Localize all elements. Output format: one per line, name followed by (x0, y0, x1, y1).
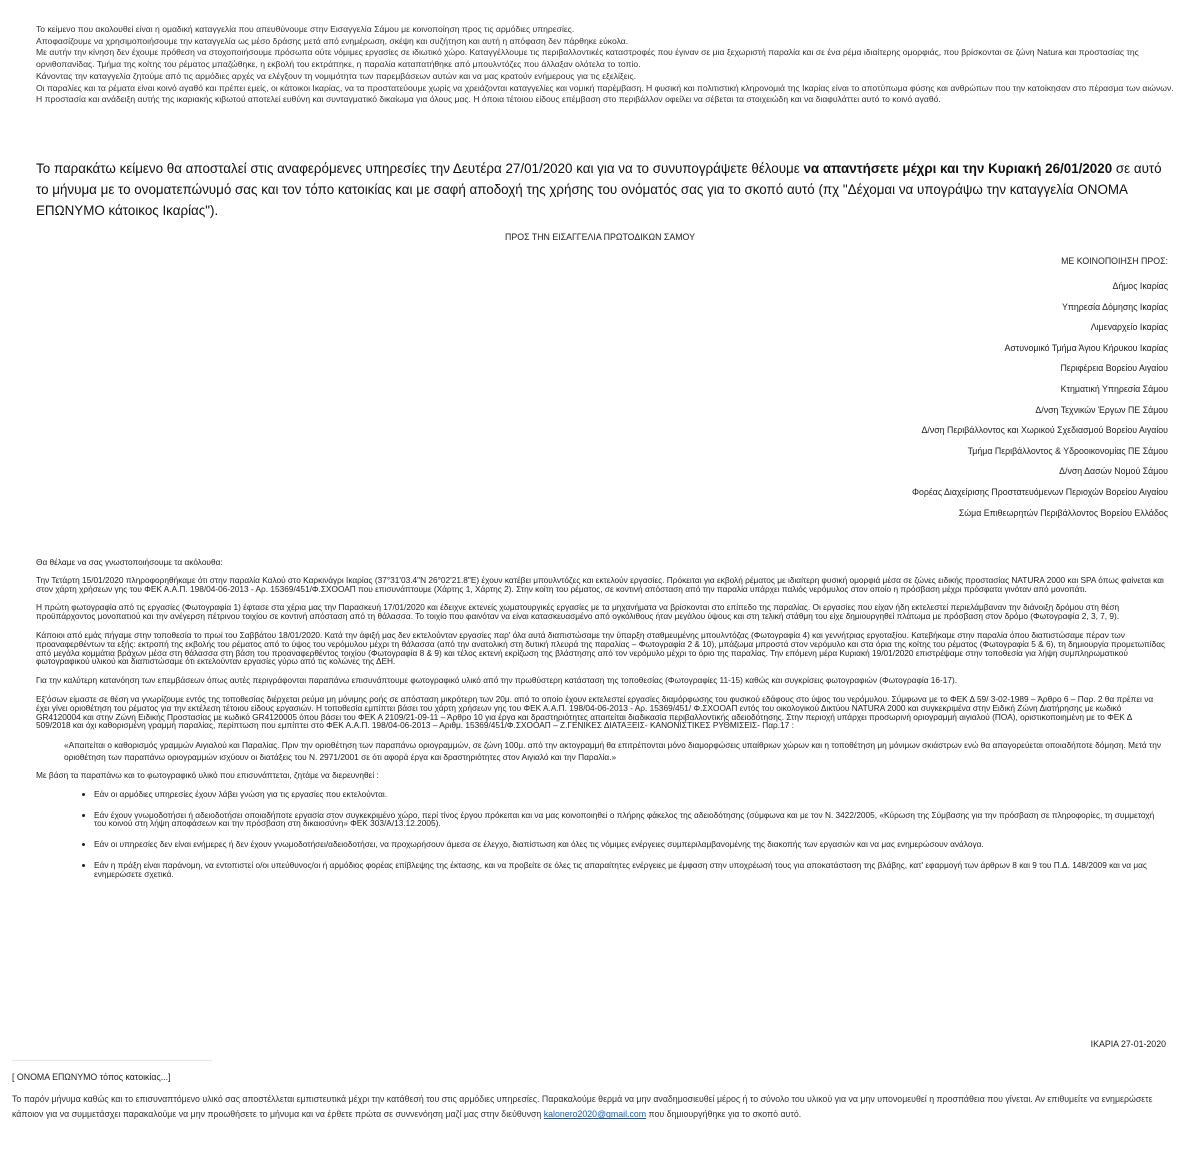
recipient-item: Δ/νση Περιβάλλοντος και Χωρικού Σχεδιασμού Βορείου Αιγαίου (921, 425, 1168, 436)
intro-section (36, 24, 1176, 106)
legal-quote: «Απαιτείται ο καθορισμός γραμμών Αιγιαλού και Παραλίας. Πριν την οριοθέτηση των παραπάνω οριογραμμών, σε ζώνη 100μ. από την ακτογραμμή θα επιτρέπονται μόνο διαμορφώσεις υπαίθριων χώρων και η τοποθέτηση μη μόνιμων σκιάστρων ενώ θα απαγορεύεται οποιαδήποτε δόμηση. Μετά την οριοθέτηση των παραπάνω οριογραμμών ισχύουν οι διατάξεις του Ν. 2971/2001 σε ότι αφορά έργα και δραστηριότητες στον Αιγιαλό και την Παραλία.» (64, 740, 1162, 762)
request-intro: Με βάση τα παραπάνω και το φωτογραφικό υλικό που επισυνάπτεται, ζητάμε να διερευνηθεί : (36, 769, 379, 780)
recipient-item: Φορέας Διαχείρισης Προστατευόμενων Περιοχών Βορείου Αιγαίου (911, 486, 1168, 497)
request-list (36, 790, 1168, 879)
letter-greeting: Θα θέλαμε να σας γνωστοποιήσουμε τα ακόλουθα: (36, 557, 223, 567)
letter-paragraph-2: Η πρώτη φωτογραφία από τις εργασίες (Φωτογραφία 1) έφτασε στα χέρια μας την Παρασκευή 17/01/2020 και έδειχνε εκτενείς χωματουργικές εργασίες με τα μηχανήματα να βρίσκονται στο επίπεδο της παραλίας. Οι εργασίες που είχαν ήδη εκτελεστεί περιελάμβαναν την διάνοιξη δρόμου στη θέση προϋπάρχοντος μονοπατιού και την ανέγερση πέτρινου τοιχίου σε κοντινή απόσταση από τη θάλασσα. Το τοιχίο που φαινόταν να είναι κατασκευασμένο από ογκόλιθους ήταν μεγάλου ύψους και στη τελική στάθμη του είχε δημιουργηθεί πλάτωμα με πρόσβαση στον δρόμο (Φωτογραφία 2, 3, 7, 9). (36, 602, 1120, 622)
addressee-heading: ΠΡΟΣ ΤΗΝ ΕΙΣΑΓΓΕΛΙΑ ΠΡΩΤΟΔΙΚΩΝ ΣΑΜΟΥ (505, 232, 695, 242)
request-item: • Εάν έχουν γνωμοδοτήσει ή αδειοδοτήσει οποιαδήποτε εργασία στον συγκεκριμένο χώρο, περί τίνος έργου πρόκειται και να μας κοινοποιηθεί ο πλήρης φάκελος της αδειοδότησης (σύμφωνα και με τον Ν. 3422/2005, «Κύρωση της Σύμβασης για την πρόσβαση σε πληροφορίες, τη συμμετοχή του κοινού στη λήψη αποφάσεων και την πρόσβαση στη δικαιοσύνη» ΦΕΚ 303/Α/13.12.2005). (94, 811, 1168, 829)
recipient-item: Υπηρεσία Δόμησης Ικαρίας (1061, 301, 1168, 312)
footer-text-after: που δημιουργήθηκε για το σκοπό αυτό. (646, 1109, 802, 1120)
notice-text-2: σε αυτό το μήνυμα με το ονοματεπώνυμό σας και τον τόπο κατοικίας και με σαφή αποδοχή της χρήσης του ονόματός σας για το σκοπό αυτό (πχ "Δέχομαι να υπογράψω την καταγγελία ΟΝΟΜΑ ΕΠΩΝΥΜΟ κάτοικος Ικαρίας"). (36, 161, 1162, 218)
cc-recipients-list (912, 276, 1168, 523)
signature-request-notice (36, 158, 1171, 221)
cc-heading: ΜΕ ΚΟΙΝΟΠΟΙΗΣΗ ΠΡΟΣ: (1061, 256, 1168, 266)
contact-email-link[interactable]: kalonero2020@gmail.com (543, 1109, 647, 1120)
complaint-letter-body (36, 558, 1168, 891)
intro-paragraph-5: Οι παραλίες και τα ρέματα είναι κοινό αγαθό και πρέπει εμείς, οι κάτοικοι Ικαρίας, να τα προστατεύουμε χωρίς να χρειάζονται καταγγελίες και νομική παρέμβαση. Η φυσική και πολιτιστική κληρονομιά της Ικαρίας είναι το αποτύπωμα φύσης και ανθρώπων που την κατοίκησαν στο πέρασμα των αιώνων. Η προστασία και ανάδειξη αυτής της ικαριακής κιβωτού αποτελεί ευθύνη και συνταγματικό δικαίωμα για όλους μας. Η όποια τέτοιου είδους επέμβαση στο περιβάλλον οφείλει να σέβεται τα στοιχειώδη και να διαφυλάττει αυτό το κοινό αγαθό. (36, 82, 1174, 105)
notice-deadline: να απαντήσετε μέχρι και την Κυριακή 26/01/2020 (803, 161, 1113, 176)
request-item: • Εάν οι αρμόδιες υπηρεσίες έχουν λάβει γνώση για τις εργασίες που εκτελούνται. (94, 790, 1168, 799)
recipient-item: Κτηματική Υπηρεσία Σάμου (1060, 383, 1168, 394)
letter-paragraph-3: Κάποιοι από εμάς πήγαμε στην τοποθεσία το πρωί του Σαββάτου 18/01/2020. Κατά την άφιξή μας δεν εκτελούνταν εργασίες παρ' όλα αυτά διαπιστώσαμε την ύπαρξη σταθμευμένης μπουλντόζας (Φωτογραφία 4) και γεννήτριας εργοταξίου. Κατεβήκαμε στην παραλία όπου διαπιστώσαμε πέραν των προαναφερθέντων τα εξής: εκτροπή της εκβολής του ρέματος από το ύψος του νερόμυλου μέχρι τη θάλασσα (από την ανατολική στη δυτική πλευρά της παραλίας – Φωτογραφία 2 & 10), μπάζωμα μπροστά στον νερόμυλο και στα όρια της κοίτης του ρέματος (Φωτογραφία 5 & 6), τη δημιουργία προμετωπίδας από μεγάλα κομμάτια βράχων μέσα στη θάλασσα στη βάση του προαναφερθέντος τοιχίου (Φωτογραφία 8 & 9) και τέλος εκτενή εκρίζωση της βλάστησης από τον νερόμυλο μέχρι το όριο της παραλίας. Την επόμενη μέρα Κυριακή 19/01/2020 επιστρέψαμε στην τοποθεσία για λήψη συμπληρωματικού φωτογραφικού υλικού και διαπιστώσαμε ότι εκτελούνταν εργασίες γύρω από τις κολώνες της ΔΕΗ. (36, 629, 1166, 667)
recipient-item: Τμήμα Περιβάλλοντος & Υδροοικονομίας ΠΕ Σάμου (967, 445, 1168, 456)
divider (12, 1060, 212, 1061)
recipient-item: Σώμα Επιθεωρητών Περιβάλλοντος Βορείου Ελλάδος (958, 507, 1168, 518)
intro-paragraph-3: Με αυτήν την κίνηση δεν έχουμε πρόθεση να στοχοποιήσουμε πρόσωπα ούτε νόμιμες εργασίες σε ιδιωτικό χώρο. Καταγγέλλουμε τις περιβαλλοντικές καταστροφές που έγιναν σε μια ξεχωριστή παραλία και σε ένα ρέμα ιδιαίτερης ομορφιάς, που βρίσκονται σε ζώνη Natura και προστασίας της ορνιθοπανίδας. Τμήμα της κοίτης του ρέματος μπαζώθηκε, η εκβολή του εκτράπηκε, η παραλία καταπατήθηκε από μπουλντόζες που άλλαξαν ολότελα το τοπίο. (36, 47, 1139, 70)
request-item: • Εάν η πράξη είναι παράνομη, να εντοπιστεί ο/οι υπεύθυνος/οι ή αρμόδιος φορέας επίβλεψης της έκτασης, και να προβείτε σε όλες τις απαραίτητες ενέργειες με έμφαση στην υποχρέωσή τους για αποκατάσταση της βλάβης, κατ' εφαρμογή των άρθρων 8 και 9 του Π.Δ. 148/2009 και να μας ενημερώσετε σχετικά. (94, 861, 1168, 879)
confidentiality-footer (12, 1092, 1184, 1123)
signature-placeholder: [ ΟΝΟΜΑ ΕΠΩΝΥΜΟ τόπος κατοικίας...] (12, 1072, 171, 1082)
recipient-item: Αστυνομικό Τμήμα Άγιου Κήρυκου Ικαρίας (1004, 342, 1168, 353)
place-date: ΙΚΑΡΙΑ 27-01-2020 (1090, 1039, 1166, 1049)
footer-text-before: Το παρόν μήνυμα καθώς και το επισυναπτόμενο υλικό σας αποστέλλεται εμπιστευτικά μέχρι την κατάθεσή του στις αρμόδιες υπηρεσίες. Παρακαλούμε θερμά να μην αναδημοσιευθεί μέρος ή το σύνολο του υλικού για να μην υπονομευθεί η προσπάθεια που γίνεται. Αν επιθυμείτε να ενημερώσετε κάποιον για να συμμετάσχει παρακαλούμε να μην προωθήσετε το μήνυμα και να έρθετε πρώτα σε συννενόηση μαζί μας στην διεύθυνση (12, 1094, 1153, 1120)
recipient-item: Δ/νση Δασών Νομού Σάμου (1059, 466, 1168, 477)
letter-paragraph-4: Για την καλύτερη κατανόηση των επεμβάσεων όπως αυτές περιγράφονται παραπάνω επισυνάπτουμε φωτογραφικό υλικό από την πρωθύστερη κατάσταση της τοποθεσίας (Φωτογραφίες 11-15) καθώς και συγκρίσεις φωτογραφιών (Φωτογραφία 16-17). (36, 675, 958, 686)
request-item: • Εάν οι υπηρεσίες δεν είναι ενήμερες ή δεν έχουν γνωμοδοτήσει/αδειοδοτήσει, να προχωρήσουν άμεσα σε έλεγχο, διαπίστωση και όλες τις νόμιμες ενέργειες συμπεριλαμβανομένης της διακοπής των εργασιών και να μας ενημερώσουν ανάλογα. (94, 840, 1168, 849)
intro-paragraph-2: Αποφασίζουμε να χρησιμοποιήσουμε την καταγγελία ως μέσο δράσης μετά από ενημέρωση, σκέψη και συζήτηση και αυτή η απόφαση δεν πάρθηκε εύκολα. (36, 35, 629, 46)
recipient-item: Δ/νση Τεχνικών Έργων ΠΕ Σάμου (1035, 404, 1168, 415)
notice-text-1: Το παρακάτω κείμενο θα αποσταλεί στις αναφερόμενες υπηρεσίες την Δευτέρα 27/01/2020 και για να το συνυπογράψετε θέλουμε (36, 161, 804, 176)
recipient-item: Περιφέρεια Βορείου Αιγαίου (1060, 363, 1168, 374)
intro-paragraph-4: Κάνοντας την καταγγελία ζητούμε από τις αρμόδιες αρχές να ελέγξουν τη νομιμότητα των παρεμβάσεων αυτών και να μας κρατούν ενήμερους για τις εξελίξεις. (36, 70, 637, 81)
letter-paragraph-1: Την Τετάρτη 15/01/2020 πληροφορηθήκαμε ότι στην παραλία Καλού στο Καρκινάγρι Ικαρίας (37°31'03.4"N 26°02'21.8"E) έχουν κατέβει μπουλντόζες και εκτελούν εργασίες. Πρόκειται για εκβολή ρέματος με ιδιαίτερη φυσική ομορφιά μέσα σε ζώνες ειδικής προστασίας NATURA 2000 και SPA όπως φαίνεται και στον χάρτη χρήσεων γης του ΦΕΚ Α.Α.Π. 198/04-06-2013 - Αρ. 15369/451/Φ.ΣΧΟΟΑΠ που επισυνάπτουμε (Χάρτης 1, Χάρτης 2). Στην κοίτη του ρέματος, σε κοντινή απόσταση από την παραλία υπάρχει παλιός νερόμυλος στον οποίο η πρόσβαση μέχρι πρόσφατα γινόταν από μονοπάτι. (36, 574, 1164, 594)
recipient-item: Δήμος Ικαρίας (1112, 281, 1168, 291)
letter-paragraph-5: Εξ'όσων είμαστε σε θέση να γνωρίζουμε εντός της τοποθεσίας διέρχεται ρεύμα μη μόνιμης ροής σε απόσταση μικρότερη των 20μ. από το οποίο έχουν εκτελεστεί εργασίες διαμόρφωσης του φυσικού εδάφους στο ύψος του νερόμυλου. Σύμφωνα με το ΦΕΚ Δ 59/ 3-02-1989 – Άρθρο 6 – Παρ. 2 θα πρέπει να έχει γίνει οριοθέτηση του ρέματος για την εκτέλεση τέτοιου είδους εργασιών. Η τοποθεσία εμπίπτει βάσει του χάρτη χρήσεων γης του ΦΕΚ Α.Α.Π. 198/04-06-2013 - Αρ. 15369/451/ Φ.ΣΧΟΟΑΠ εντός του οικολογικού Δικτύου NATURA 2000 και συγκεκριμένα στην Ειδική Ζώνη Διατήρησης με κωδικό GR4120004 και στην Ζώνη Ειδικής Προστασίας με κωδικό GR4120005 όπου βάσει του ΦΕΚ Α 2109/21-09-11 – Άρθρο 10 για έργα και δραστηριότητες απαιτείται διαδικασία περιβαλλοντικής αδειοδότησης. Στην περιοχή υπάρχει προσωρινή οριογραμμή αιγιαλού (ΠΟΑ), οριστικοποιημένη με το ΦΕΚ Δ 509/2018 και όχι καθορισμένη γραμμή παραλίας, περίπτωση που εμπίπτει στο ΦΕΚ Α.Α.Π. 198/04-06-2013 – Αριθμ. 15369/451/Φ.ΣΧΟΟΑΠ – Ζ.ΓΕΝΙΚΕΣ ΔΙΑΤΑΞΕΙΣ- ΚΑΝΟΝΙΣΤΙΚΕΣ ΡΥΘΜΙΣΕΙΣ- Παρ.17 : (36, 693, 1154, 731)
recipient-item: Λιμεναρχείο Ικαρίας (1090, 322, 1168, 333)
intro-paragraph-1: Το κείμενο που ακολουθεί είναι η ομαδική καταγγελία που απευθύνουμε στην Εισαγγελία Σάμου με κοινοποίηση προς τις αρμόδιες υπηρεσίες. (36, 24, 575, 34)
